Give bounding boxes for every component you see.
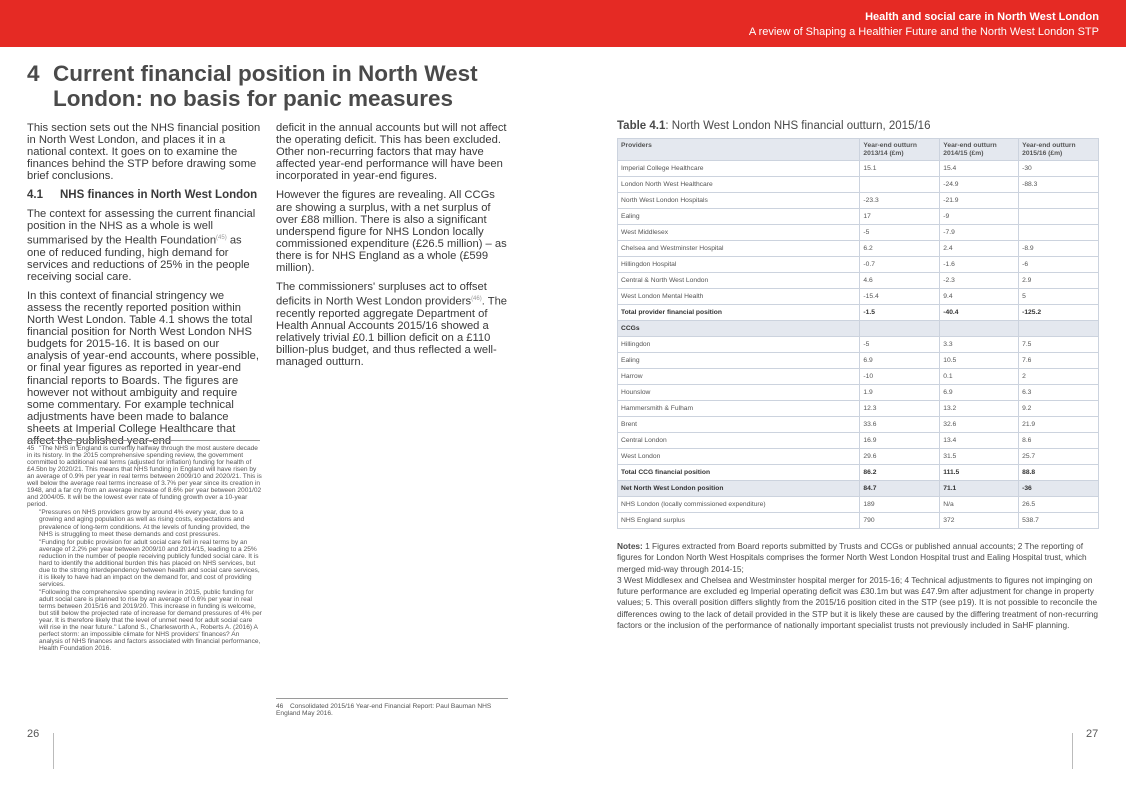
value-cell: -88.3 xyxy=(1019,177,1099,193)
value-cell: 25.7 xyxy=(1019,449,1099,465)
footnote: "Funding for public provision for adult social care fell in real terms by an average of 2.2% per year between 2009/10 and 2014/15, leading to a 25% reduction in the number of people receiving publicly funded social care. It is hard to identify the additional burden this has placed on NHS services, but due to the strong interdependency between health and social care services, it is likely to have had an impact on the demand for, and cost of providing services. xyxy=(39,538,260,588)
value-cell: 538.7 xyxy=(1019,513,1099,529)
value-cell: 21.9 xyxy=(1019,417,1099,433)
value-cell: 372 xyxy=(940,513,1019,529)
value-cell: 6.2 xyxy=(860,241,940,257)
footnotes-right xyxy=(276,703,508,718)
value-cell: 16.9 xyxy=(860,433,940,449)
value-cell: 29.6 xyxy=(860,449,940,465)
value-cell: 1.9 xyxy=(860,385,940,401)
value-cell: 111.5 xyxy=(940,465,1019,481)
value-cell: 71.1 xyxy=(940,481,1019,497)
value-cell xyxy=(1019,209,1099,225)
column-header: Providers xyxy=(618,139,860,161)
value-cell: -40.4 xyxy=(940,305,1019,321)
value-cell: 8.6 xyxy=(1019,433,1099,449)
value-cell xyxy=(860,177,940,193)
value-cell: -30 xyxy=(1019,161,1099,177)
value-cell: -0.7 xyxy=(860,257,940,273)
table-row xyxy=(618,353,1099,369)
value-cell: 84.7 xyxy=(860,481,940,497)
chapter-heading xyxy=(27,61,497,111)
footnote-text: "The NHS in England is currently halfway through the most austere decade in its history. In the 2015 comprehensive spending review, the government committed to additional real terms (adjusted for inflation) funding for health of £4.5bn by 2020/21. This means that NHS funding in England will have risen by an average of 0.9% per year in real terms between 2009/10 and 2020/21. This is well below the average real terms increase of 3.7% per year since its creation in 1948, and a far cry from an average increase of 8.6% per year between 2001/02 and 2004/05. It will be the lowest ever rate of funding growth over a 10-year period. xyxy=(27,445,262,509)
value-cell: 15.1 xyxy=(860,161,940,177)
table-row xyxy=(618,257,1099,273)
row-label-cell: NHS London (locally commissioned expenditure) xyxy=(618,497,860,513)
table-row xyxy=(618,177,1099,193)
table-caption-text: : North West London NHS financial outturn, 2015/16 xyxy=(665,120,931,132)
footnote-text: Consolidated 2015/16 Year-end Financial Report: Paul Bauman NHS England May 2016. xyxy=(276,703,492,718)
notes-text: 1 Figures extracted from Board reports submitted by Trusts and CCGs or published annual accounts; 2 The reporting of figures for London North West Hospitals comprises the former North West London Hospital trust and Ealing Hospital trust, which merged mid-way through 2014-15; xyxy=(617,541,1087,574)
paragraph: However the figures are revealing. All CCGs are showing a surplus, with a net surplus of over £88 million. There is also a significant underspend figure for NHS London locally commissioned expenditure (£26.5 million) – as there is for NHS England as a whole (£599 million). xyxy=(276,189,507,275)
row-label-cell: London North West Healthcare xyxy=(618,177,860,193)
value-cell: 5 xyxy=(1019,289,1099,305)
row-label-cell: Total CCG financial position xyxy=(618,465,860,481)
row-label-cell: Hillingdon Hospital xyxy=(618,257,860,273)
table-row xyxy=(618,401,1099,417)
value-cell: -36 xyxy=(1019,481,1099,497)
table-body xyxy=(618,161,1099,529)
value-cell: 13.2 xyxy=(940,401,1019,417)
value-cell: 3.3 xyxy=(940,337,1019,353)
row-label-cell: Harrow xyxy=(618,369,860,385)
value-cell: -21.9 xyxy=(940,193,1019,209)
value-cell: 6.9 xyxy=(860,353,940,369)
value-cell: 10.5 xyxy=(940,353,1019,369)
footnote-rule xyxy=(276,698,508,699)
value-cell: 12.3 xyxy=(860,401,940,417)
table-caption xyxy=(617,120,930,132)
section-number: 4.1 xyxy=(27,189,43,202)
footnote-ref: (46) xyxy=(471,296,482,303)
paragraph xyxy=(27,208,262,283)
row-label-cell: Hillingdon xyxy=(618,337,860,353)
footnote xyxy=(27,445,262,508)
value-cell: 26.5 xyxy=(1019,497,1099,513)
row-label-cell: Central & North West London xyxy=(618,273,860,289)
table-row xyxy=(618,193,1099,209)
footnotes-left xyxy=(27,445,262,653)
paragraph: In this context of financial stringency we assess the recently reported position within North West London. Table 4.1 shows the total financial position for North West London NHS budgets for 2015-16. It is based on our analysis of year-end accounts, where possible, or final year figures as reported in year-end financial reports to Boards. The figures are however not without ambiguity and require some commentary. For example technical adjustments have been made to balance sheets at Imperial College Healthcare that xyxy=(27,289,259,435)
text-column-1 xyxy=(27,122,262,454)
value-cell: 32.6 xyxy=(940,417,1019,433)
row-label-cell: North West London Hospitals xyxy=(618,193,860,209)
value-cell: -5 xyxy=(860,225,940,241)
table-row xyxy=(618,305,1099,321)
value-cell: 88.8 xyxy=(1019,465,1099,481)
paragraph-text: . The recently reported aggregate Department of Health Annual Accounts 2015/16 showed a relatively trivial £0.1 billion deficit on a £110 billion-plus budget, and thus reflected a well-managed outturn. xyxy=(276,295,508,369)
table-row xyxy=(618,465,1099,481)
row-label-cell: West London Mental Health xyxy=(618,289,860,305)
value-cell: -15.4 xyxy=(860,289,940,305)
table-row xyxy=(618,161,1099,177)
table-header-row xyxy=(618,139,1099,161)
footnote: "Pressures on NHS providers grow by around 4% every year, due to a growing and aging population as well as rising costs, expectations and prevalence of long-term conditions. At the levels of funding provided, the NHS is struggling to meet these demands and cost pressures. xyxy=(39,509,250,538)
value-cell: 7.6 xyxy=(1019,353,1099,369)
table-notes xyxy=(617,541,1103,631)
column-header: Year-end outturn 2015/16 (£m) xyxy=(1019,139,1099,161)
value-cell: -6 xyxy=(1019,257,1099,273)
table-row xyxy=(618,289,1099,305)
notes-text: 3 West Middlesex and Chelsea and Westminster hospital merger for 2015-16; 4 Technical adjustments to figures not impinging on future performance are excluded eg Imperial operating deficit was £30.1m but was £47.9m after adjustment for change in property values; 5. This overall position differs slightly from the 2015/16 position cited in the STP (see p19). It is not possible to reconcile the differences owing to the lack of detail provided in the STP but it is likely these are caused by the differing treatment of non-recurring factors or the inclusion of the performance of nationally important specialist trusts not previously included in SaHF planning. xyxy=(617,574,1099,631)
value-cell: -9 xyxy=(940,209,1019,225)
table-row xyxy=(618,449,1099,465)
value-cell xyxy=(1019,321,1099,337)
footnote-number: 46 xyxy=(276,703,284,710)
table-row xyxy=(618,209,1099,225)
paragraph-text: The commissioners' surpluses act to offset deficits in North West London providers xyxy=(276,281,487,308)
value-cell: -24.9 xyxy=(940,177,1019,193)
footnote xyxy=(276,703,508,717)
value-cell: 4.6 xyxy=(860,273,940,289)
paragraph: This section sets out the NHS financial position in North West London, and places it in a national context. It goes on to examine the finances behind the STP before drawing some brief conclusions. xyxy=(27,122,261,183)
footnote-number: 45 xyxy=(27,445,35,452)
row-label-cell: Total provider financial position xyxy=(618,305,860,321)
row-label-cell: NHS England surplus xyxy=(618,513,860,529)
header-bar xyxy=(0,0,1126,47)
value-cell: -7.9 xyxy=(940,225,1019,241)
table-row xyxy=(618,417,1099,433)
value-cell: 13.4 xyxy=(940,433,1019,449)
value-cell: 9.4 xyxy=(940,289,1019,305)
value-cell xyxy=(940,321,1019,337)
section-title: NHS finances in North West London xyxy=(60,189,258,202)
table-caption-label: Table 4.1 xyxy=(617,120,666,132)
table-row xyxy=(618,337,1099,353)
row-label-cell: Ealing xyxy=(618,353,860,369)
footnote: "Following the comprehensive spending review in 2015, public funding for adult social care is planned to rise by an average of 0.6% per year in real terms between 2015/16 and 2019/20. This increase in funding is welcome, but still below the projected rate of increase for demand pressures of 4% per year. It is therefore likely that the level of unmet need for adult social care will rise in the near future." Lafond S., Charlesworth A., Roberts A. (2016) A perfect storm: an impossible climate for NHS providers' finances? An analysis of NHS finances and factors associated with financial performance, Health Foundation 2016. xyxy=(39,588,262,653)
value-cell: 790 xyxy=(860,513,940,529)
row-label-cell: Chelsea and Westminster Hospital xyxy=(618,241,860,257)
value-cell: -1.6 xyxy=(940,257,1019,273)
table-row xyxy=(618,433,1099,449)
value-cell: 33.6 xyxy=(860,417,940,433)
column-header: Year-end outturn 2014/15 (£m) xyxy=(940,139,1019,161)
table-row xyxy=(618,481,1099,497)
footnote-ref: (45) xyxy=(216,234,227,241)
value-cell: 0.1 xyxy=(940,369,1019,385)
table-row xyxy=(618,369,1099,385)
row-label-cell: West London xyxy=(618,449,860,465)
value-cell: 2 xyxy=(1019,369,1099,385)
value-cell: 31.5 xyxy=(940,449,1019,465)
paragraph-text: as one of reduced funding, high demand for services and reductions of 25% in the people receiving social care. xyxy=(27,234,250,283)
financial-outturn-table xyxy=(617,138,1099,529)
value-cell: 86.2 xyxy=(860,465,940,481)
row-label-cell: Brent xyxy=(618,417,860,433)
value-cell: 9.2 xyxy=(1019,401,1099,417)
table-row xyxy=(618,273,1099,289)
table-row xyxy=(618,225,1099,241)
chapter-title-line1: Current financial position in North West xyxy=(53,61,478,86)
column-header: Year-end outturn 2013/14 (£m) xyxy=(860,139,940,161)
value-cell: -2.3 xyxy=(940,273,1019,289)
value-cell: -10 xyxy=(860,369,940,385)
header-title: Health and social care in North West London xyxy=(865,11,1099,23)
header-subtitle: A review of Shaping a Healthier Future and the North West London STP xyxy=(748,26,1099,38)
notes-label: Notes: xyxy=(617,541,643,551)
table-row xyxy=(618,321,1099,337)
page-number-left: 26 xyxy=(27,728,40,740)
value-cell: 2.9 xyxy=(1019,273,1099,289)
paragraph-text: The context for assessing the current financial position in the NHS as a whole is well summarised by the Health Foundation xyxy=(27,207,256,247)
value-cell: -8.9 xyxy=(1019,241,1099,257)
table-row xyxy=(618,385,1099,401)
value-cell xyxy=(1019,193,1099,209)
value-cell: -5 xyxy=(860,337,940,353)
value-cell xyxy=(860,321,940,337)
paragraph: deficit in the annual accounts but will not affect the operating deficit. This has been excluded. Other non-recurring factors that may have affected year-end performance will have been incorporated in year-end figures. xyxy=(276,122,507,183)
page-divider-left xyxy=(53,733,54,769)
value-cell: 2.4 xyxy=(940,241,1019,257)
row-label-cell: CCGs xyxy=(618,321,860,337)
chapter-number: 4 xyxy=(27,61,40,86)
chapter-title-line2: London: no basis for panic measures xyxy=(53,86,454,111)
value-cell: -125.2 xyxy=(1019,305,1099,321)
row-label-cell: Hounslow xyxy=(618,385,860,401)
value-cell: -23.3 xyxy=(860,193,940,209)
value-cell: 6.9 xyxy=(940,385,1019,401)
page-number-right: 27 xyxy=(1086,728,1099,740)
text-column-2 xyxy=(276,122,508,376)
row-label-cell: Central London xyxy=(618,433,860,449)
value-cell: N/a xyxy=(940,497,1019,513)
row-label-cell: Net North West London position xyxy=(618,481,860,497)
row-label-cell: Imperial College Healthcare xyxy=(618,161,860,177)
value-cell: 7.5 xyxy=(1019,337,1099,353)
row-label-cell: Hammersmith & Fulham xyxy=(618,401,860,417)
value-cell: 6.3 xyxy=(1019,385,1099,401)
value-cell xyxy=(1019,225,1099,241)
row-label-cell: West Middlesex xyxy=(618,225,860,241)
footnote-rule xyxy=(27,440,260,441)
page-divider-right xyxy=(1072,733,1073,769)
paragraph xyxy=(276,281,508,368)
value-cell: -1.5 xyxy=(860,305,940,321)
row-label-cell: Ealing xyxy=(618,209,860,225)
table-row xyxy=(618,513,1099,529)
value-cell: 17 xyxy=(860,209,940,225)
table-row xyxy=(618,241,1099,257)
value-cell: 15.4 xyxy=(940,161,1019,177)
value-cell: 189 xyxy=(860,497,940,513)
table-row xyxy=(618,497,1099,513)
section-heading xyxy=(27,189,262,201)
